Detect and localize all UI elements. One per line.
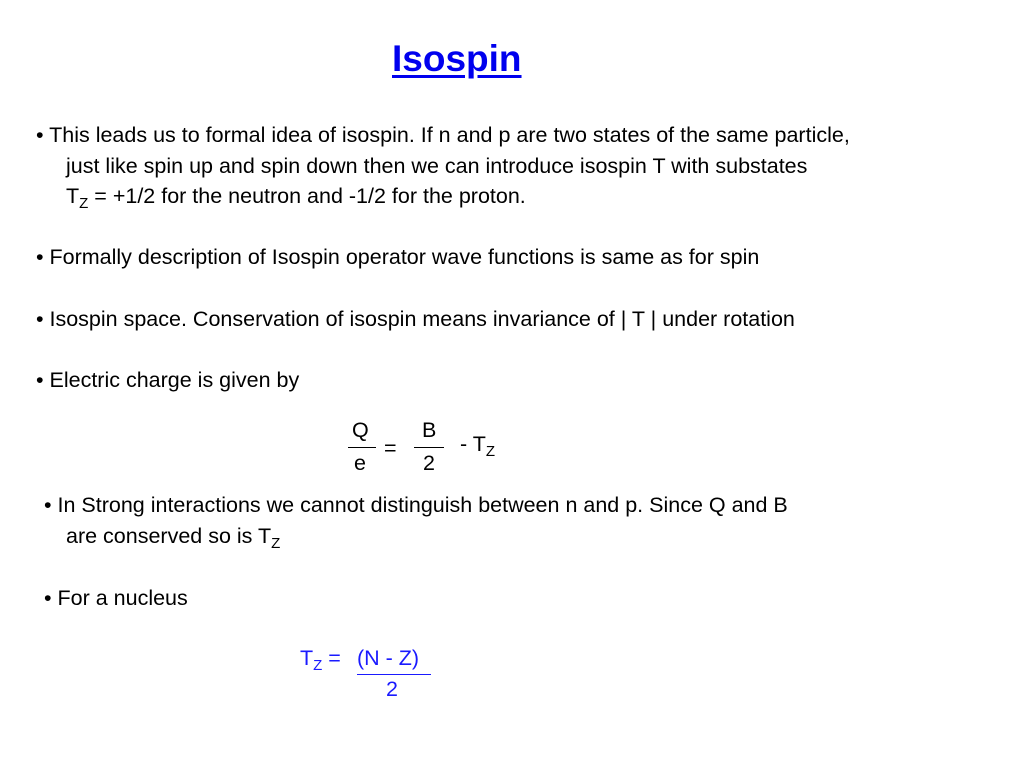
- bullet-6: • For a nucleus: [44, 586, 188, 610]
- bullet-5-subscript: Z: [271, 535, 281, 552]
- bullet-1-line-3-rest: = +1/2 for the neutron and -1/2 for the proton.: [88, 184, 526, 208]
- bullet-4: • Electric charge is given by: [36, 368, 300, 392]
- nucleus-eq-equals: =: [322, 646, 341, 670]
- eq-b: B: [422, 418, 437, 442]
- eq-fraction-bar-right: [414, 447, 444, 448]
- eq-z-subscript: Z: [485, 443, 496, 460]
- eq-minus-tz: [460, 432, 496, 460]
- bullet-2: • Formally description of Isospin operator wave functions is same as for spin: [36, 245, 760, 269]
- bullet-1-line-3: [66, 183, 526, 212]
- bullet-5-line-2-text: are conserved so is T: [66, 524, 272, 548]
- slide-title: Isospin: [392, 38, 522, 79]
- bullet-1-line-2: just like spin up and spin down then we can introduce isospin T with substates: [66, 154, 808, 178]
- nucleus-eq-t: T: [300, 646, 314, 670]
- bullet-5-line-1: • In Strong interactions we cannot distinguish between n and p. Since Q and B: [44, 493, 788, 517]
- nucleus-eq-numerator: (N - Z): [357, 646, 420, 670]
- bullet-5-line-2: [66, 523, 280, 552]
- nucleus-eq-subscript: Z: [313, 657, 323, 674]
- bullet-1-line-1: • This leads us to formal idea of isospin. If n and p are two states of the same particle,: [36, 123, 850, 147]
- bullet-3: • Isospin space. Conservation of isospin means invariance of | T | under rotation: [36, 307, 795, 331]
- tz-symbol: T: [66, 184, 80, 208]
- tz-subscript: Z: [79, 195, 89, 212]
- nucleus-eq-lhs: [300, 646, 341, 674]
- nucleus-eq-fraction-bar: [357, 674, 431, 675]
- eq-minus-t: - T: [460, 432, 486, 456]
- eq-equals: =: [384, 436, 397, 460]
- nucleus-eq-denominator: 2: [386, 677, 398, 701]
- eq-e: e: [354, 451, 366, 475]
- eq-2: 2: [423, 451, 435, 475]
- eq-q: Q: [352, 418, 369, 442]
- eq-fraction-bar-left: [348, 447, 376, 448]
